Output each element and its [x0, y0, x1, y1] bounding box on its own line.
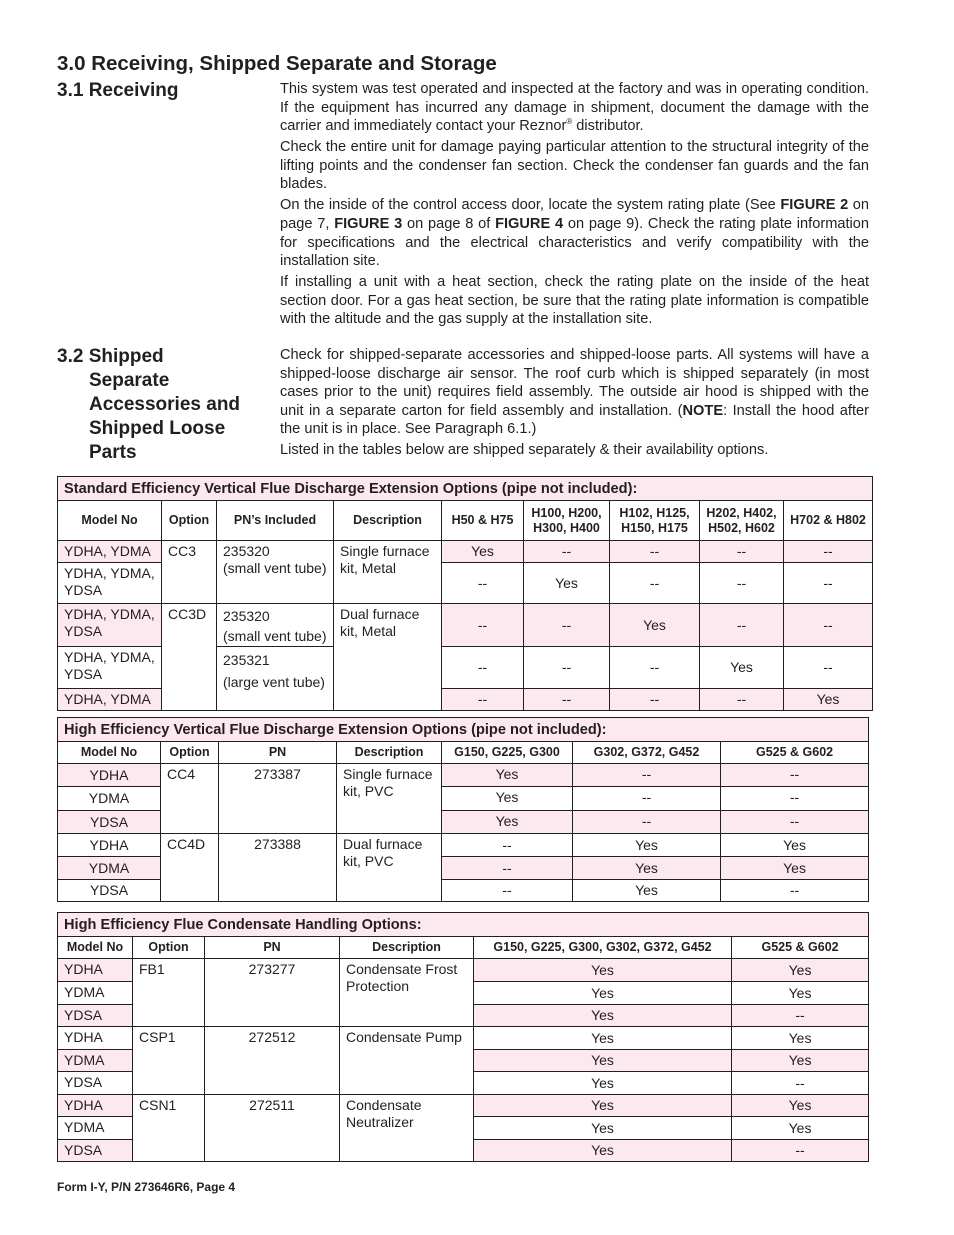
value-cell: Yes	[573, 857, 721, 880]
description-cell: Dual furnace kit, Metal	[334, 604, 442, 711]
column-header: PN	[205, 937, 340, 959]
shipped-body	[280, 346, 869, 462]
model-cell: YDMA	[58, 857, 161, 880]
shipped-paragraph: Check for shipped-separate accessories and shipped-loose parts. All systems will have a shipped-loose discharge air sensor. The roof curb which is shipped separately (in most cases prior to the unit) requires field assembly. The outside air hood is shipped with the unit in a separate carton for field assembly and installation. (NOTE: Install the hood after the unit is in place. See Paragraph 6.1.)	[280, 347, 869, 438]
table-header-row	[58, 742, 869, 764]
value-cell: --	[442, 880, 573, 902]
column-header: H50 & H75	[442, 501, 524, 541]
value-cell: Yes	[732, 1050, 869, 1072]
option-cell: CSN1	[133, 1095, 205, 1162]
note-label: NOTE	[682, 402, 724, 419]
value-cell: --	[784, 541, 873, 563]
description-cell: Condensate Pump	[340, 1027, 474, 1095]
value-cell: Yes	[474, 959, 732, 982]
model-cell: YDHA	[58, 834, 161, 857]
value-cell: Yes	[442, 541, 524, 563]
value-cell: Yes	[700, 647, 784, 689]
pn-cell: 272512	[205, 1027, 340, 1095]
receiving-paragraph: On the inside of the control access door, locate the system rating plate (See FIGURE 2 on page 7, FIGURE 3 on page 8 of FIGURE 4 on page 9). Check the rating plate information for specifications and the electrical characteristics and verify compatibility with the installation site.	[280, 197, 870, 270]
column-header: Option	[161, 742, 219, 764]
description-cell: Single furnace kit, Metal	[334, 541, 442, 604]
value-cell: --	[610, 647, 700, 689]
model-cell: YDHA	[58, 1027, 133, 1050]
table-title: High Efficiency Flue Condensate Handling Options:	[58, 913, 869, 937]
receiving-paragraph: Check the entire unit for damage paying particular attention to the structural integrity of the lifting points and the condenser fan section. Check the condenser fan guards and the fan blades.	[280, 139, 869, 193]
value-cell: Yes	[442, 811, 573, 834]
column-header: G525 & G602	[732, 937, 869, 959]
value-cell: --	[573, 811, 721, 834]
shipped-heading: 3.2 Shipped Separate Accessories and Shipped Loose Parts	[57, 346, 241, 463]
column-header: Model No	[58, 937, 133, 959]
value-cell: Yes	[732, 1027, 869, 1050]
model-cell: YDHA, YDMA	[58, 689, 162, 711]
table-title: High Efficiency Vertical Flue Discharge Extension Options (pipe not included):	[58, 718, 869, 742]
table-row	[58, 959, 869, 982]
value-cell: --	[442, 834, 573, 857]
value-cell: Yes	[474, 1117, 732, 1140]
pn-cell: 273388	[219, 834, 337, 902]
model-cell: YDHA	[58, 1095, 133, 1117]
description-cell: Dual furnace kit, PVC	[337, 834, 442, 902]
description-cell: Condensate Frost Protection	[340, 959, 474, 1027]
value-cell: --	[573, 787, 721, 811]
value-cell: --	[732, 1005, 869, 1027]
table-row	[58, 1027, 869, 1050]
figure-4-reference: FIGURE 4	[495, 215, 564, 232]
high-efficiency-flue-table	[57, 717, 869, 902]
value-cell: Yes	[474, 1050, 732, 1072]
table-header-row	[58, 937, 869, 959]
value-cell: --	[721, 880, 869, 902]
model-cell: YDHA, YDMA, YDSA	[58, 563, 162, 604]
pn-cell: 273387	[219, 764, 337, 834]
figure-2-reference: FIGURE 2	[780, 197, 849, 214]
value-cell: Yes	[474, 1140, 732, 1162]
value-cell: Yes	[721, 857, 869, 880]
receiving-paragraph: If installing a unit with a heat section, check the rating plate on the inside of the heat section door. For a gas heat section, be sure that the rating plate information is compatible with the altitude and the gas supply at the installation site.	[280, 274, 869, 328]
option-cell: CC3D	[162, 604, 217, 711]
column-header: G302, G372, G452	[573, 742, 721, 764]
value-cell: Yes	[573, 880, 721, 902]
column-header: H102, H125, H150, H175	[610, 501, 700, 541]
model-cell: YDMA	[58, 982, 133, 1005]
value-cell: Yes	[442, 764, 573, 787]
column-header: G150, G225, G300, G302, G372, G452	[474, 937, 732, 959]
page-footer: Form I-Y, P/N 273646R6, Page 4	[57, 1180, 236, 1194]
table-row	[58, 604, 873, 647]
value-cell: Yes	[732, 959, 869, 982]
column-header: Description	[337, 742, 442, 764]
option-cell: CC4D	[161, 834, 219, 902]
value-cell: --	[442, 689, 524, 711]
value-cell: --	[721, 787, 869, 811]
column-header: Model No	[58, 742, 161, 764]
receiving-body	[280, 80, 869, 331]
value-cell: Yes	[732, 1095, 869, 1117]
value-cell: --	[442, 604, 524, 647]
value-cell: --	[721, 764, 869, 787]
table-row	[58, 1095, 869, 1117]
column-header: Model No	[58, 501, 162, 541]
model-cell: YDHA, YDMA, YDSA	[58, 604, 162, 647]
value-cell: --	[524, 604, 610, 647]
column-header: Description	[334, 501, 442, 541]
value-cell: Yes	[732, 1117, 869, 1140]
option-cell: CSP1	[133, 1027, 205, 1095]
value-cell: Yes	[474, 1072, 732, 1095]
value-cell: Yes	[721, 834, 869, 857]
option-cell: FB1	[133, 959, 205, 1027]
value-cell: Yes	[474, 1005, 732, 1027]
value-cell: --	[524, 689, 610, 711]
value-cell: Yes	[474, 1095, 732, 1117]
table-row	[58, 834, 869, 857]
value-cell: Yes	[610, 604, 700, 647]
column-header: Description	[340, 937, 474, 959]
description-cell: Condensate Neutralizer	[340, 1095, 474, 1162]
model-cell: YDSA	[58, 880, 161, 902]
pn-cell: 235321 (large vent tube)	[217, 647, 334, 711]
value-cell: Yes	[524, 563, 610, 604]
option-cell: CC3	[162, 541, 217, 604]
condensate-handling-table	[57, 912, 869, 1162]
column-header: PN	[219, 742, 337, 764]
column-header: H702 & H802	[784, 501, 873, 541]
value-cell: Yes	[442, 787, 573, 811]
value-cell: --	[610, 689, 700, 711]
standard-efficiency-table	[57, 476, 873, 711]
model-cell: YDMA	[58, 1117, 133, 1140]
model-cell: YDMA	[58, 787, 161, 811]
table-title: Standard Efficiency Vertical Flue Discharge Extension Options (pipe not included):	[58, 477, 873, 501]
shipped-paragraph: Listed in the tables below are shipped separately & their availability options.	[280, 442, 769, 459]
value-cell: --	[524, 647, 610, 689]
model-cell: YDHA	[58, 959, 133, 982]
value-cell: --	[442, 857, 573, 880]
column-header: H100, H200, H300, H400	[524, 501, 610, 541]
option-cell: CC4	[161, 764, 219, 834]
value-cell: --	[721, 811, 869, 834]
value-cell: --	[732, 1072, 869, 1095]
value-cell: --	[700, 689, 784, 711]
description-cell: Single furnace kit, PVC	[337, 764, 442, 834]
value-cell: Yes	[474, 982, 732, 1005]
value-cell: --	[700, 541, 784, 563]
column-header: Option	[162, 501, 217, 541]
value-cell: --	[700, 563, 784, 604]
value-cell: --	[700, 604, 784, 647]
model-cell: YDMA	[58, 1050, 133, 1072]
figure-3-reference: FIGURE 3	[334, 215, 403, 232]
value-cell: --	[610, 563, 700, 604]
model-cell: YDHA	[58, 764, 161, 787]
value-cell: --	[573, 764, 721, 787]
table-header-row	[58, 501, 873, 541]
column-header: G150, G225, G300	[442, 742, 573, 764]
value-cell: --	[784, 563, 873, 604]
value-cell: Yes	[732, 982, 869, 1005]
registered-mark: ®	[566, 117, 573, 127]
receiving-paragraph: This system was test operated and inspected at the factory and was in operating condition. If the equipment has incurred any damage in shipment, document the damage with the carrier and immediately contact your Reznor® distributor.	[280, 81, 869, 135]
column-header: H202, H402, H502, H602	[700, 501, 784, 541]
value-cell: --	[524, 541, 610, 563]
pn-cell: 235320 (small vent tube)	[217, 604, 334, 647]
value-cell: --	[732, 1140, 869, 1162]
receiving-heading: 3.1 Receiving	[57, 80, 179, 101]
value-cell: --	[442, 647, 524, 689]
value-cell: --	[610, 541, 700, 563]
column-header: G525 & G602	[721, 742, 869, 764]
value-cell: --	[784, 647, 873, 689]
table-row	[58, 541, 873, 563]
value-cell: Yes	[784, 689, 873, 711]
value-cell: Yes	[474, 1027, 732, 1050]
pn-cell: 235320 (small vent tube)	[217, 541, 334, 604]
table-row	[58, 764, 869, 787]
model-cell: YDSA	[58, 811, 161, 834]
column-header: PN’s Included	[217, 501, 334, 541]
model-cell: YDHA, YDMA, YDSA	[58, 647, 162, 689]
section-title: 3.0 Receiving, Shipped Separate and Storage	[57, 52, 497, 75]
model-cell: YDHA, YDMA	[58, 541, 162, 563]
value-cell: --	[442, 563, 524, 604]
pn-cell: 272511	[205, 1095, 340, 1162]
pn-cell: 273277	[205, 959, 340, 1027]
column-header: Option	[133, 937, 205, 959]
value-cell: --	[784, 604, 873, 647]
model-cell: YDSA	[58, 1072, 133, 1095]
model-cell: YDSA	[58, 1005, 133, 1027]
model-cell: YDSA	[58, 1140, 133, 1162]
value-cell: Yes	[573, 834, 721, 857]
